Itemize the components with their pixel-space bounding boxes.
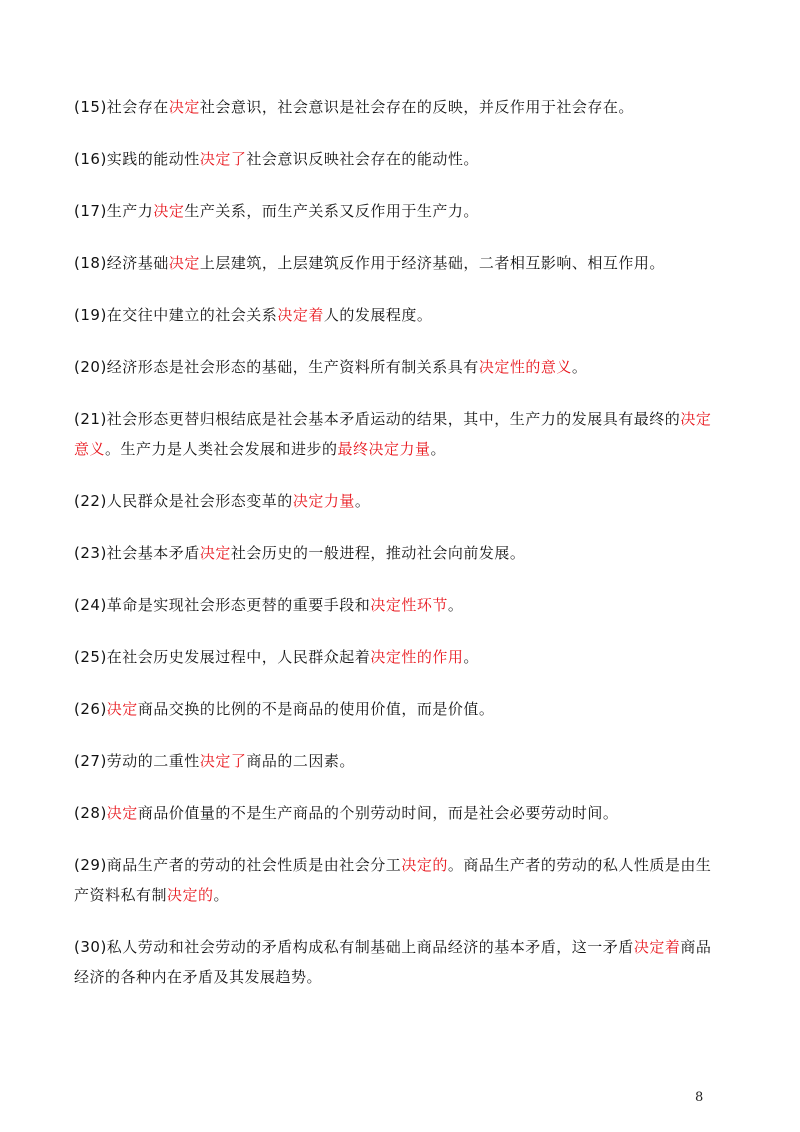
list-item (74, 590, 722, 620)
list-item (74, 642, 722, 672)
list-item (74, 694, 722, 724)
item-number: (24) (74, 596, 107, 614)
item-text: 。 (354, 492, 371, 510)
item-text: 。 (571, 358, 588, 376)
highlighted-term: 决定着 (277, 306, 324, 324)
item-number: (23) (74, 544, 107, 562)
item-text: 。 (447, 596, 464, 614)
item-text: 社会历史的一般进程，推动社会向前发展。 (230, 544, 526, 562)
item-text: 经济形态是社会形态的基础，生产资料所有制关系具有 (106, 358, 479, 376)
highlighted-term: 决定性的作用 (370, 648, 464, 666)
item-text: 。商品生产者的劳动的私人性质是由生产资料私有制 (74, 856, 712, 904)
item-number: (29) (74, 856, 107, 874)
highlighted-term: 决定 (168, 254, 200, 272)
item-text: 劳动的二重性 (106, 752, 200, 770)
item-text: 社会意识反映社会存在的能动性。 (246, 150, 479, 168)
item-text: 商品经济的各种内在矛盾及其发展趋势。 (74, 938, 712, 986)
list-item (74, 248, 722, 278)
list-item (74, 798, 722, 828)
item-text: 在社会历史发展过程中，人民群众起着 (106, 648, 371, 666)
list-item (74, 486, 722, 516)
page-number: 8 (695, 1090, 704, 1105)
item-text: 生产关系，而生产关系又反作用于生产力。 (184, 202, 479, 220)
item-number: (25) (74, 648, 107, 666)
item-number: (19) (74, 306, 107, 324)
item-text: 。生产力是人类社会发展和进步的 (105, 440, 338, 458)
highlighted-term: 决定的 (401, 856, 448, 874)
item-text: 社会存在 (106, 98, 169, 116)
item-text: 生产力 (106, 202, 154, 220)
highlighted-term: 决定 (199, 544, 231, 562)
item-text: 社会基本矛盾 (106, 544, 200, 562)
highlighted-term: 最终决定力量 (337, 440, 431, 458)
item-text: 社会形态更替归根结底是社会基本矛盾运动的结果，其中，生产力的发展具有最终的 (106, 410, 681, 428)
highlighted-term: 决定了 (199, 150, 247, 168)
item-number: (20) (74, 358, 107, 376)
item-number: (16) (74, 150, 107, 168)
list-item (74, 746, 722, 776)
list-item (74, 404, 722, 464)
item-text: 人民群众是社会形态变革的 (106, 492, 293, 510)
item-text: 商品价值量的不是生产商品的个别劳动时间，而是社会必要劳动时间。 (137, 804, 619, 822)
item-text: 社会意识，社会意识是社会存在的反映，并反作用于社会存在。 (199, 98, 634, 116)
highlighted-term: 决定 (106, 804, 138, 822)
list-item (74, 144, 722, 174)
highlighted-term: 决定 (106, 700, 138, 718)
item-number: (21) (74, 410, 107, 428)
item-text: 人的发展程度。 (323, 306, 433, 324)
item-text: 。 (463, 648, 479, 666)
list-item (74, 352, 722, 382)
highlighted-term: 决定性的意义 (478, 358, 572, 376)
item-number: (18) (74, 254, 107, 272)
highlighted-term: 决定的 (167, 886, 214, 904)
list-item (74, 92, 722, 122)
list-item (74, 850, 722, 910)
item-number: (17) (74, 202, 107, 220)
item-text: 。 (213, 886, 230, 904)
item-number: (28) (74, 804, 107, 822)
item-number: (30) (74, 938, 107, 956)
item-number: (27) (74, 752, 107, 770)
list-item (74, 538, 722, 568)
highlighted-term: 决定力量 (292, 492, 355, 510)
document-body (74, 92, 722, 1014)
item-text: 商品交换的比例的不是商品的使用价值，而是价值。 (137, 700, 495, 718)
item-number: (26) (74, 700, 107, 718)
highlighted-term: 决定 (153, 202, 185, 220)
item-text: 上层建筑，上层建筑反作用于经济基础，二者相互影响、相互作用。 (199, 254, 665, 272)
item-text: 经济基础 (106, 254, 169, 272)
item-number: (15) (74, 98, 107, 116)
list-item (74, 932, 722, 992)
highlighted-term: 决定性环节 (370, 596, 448, 614)
highlighted-term: 决定着 (633, 938, 681, 956)
item-text: 私人劳动和社会劳动的矛盾构成私有制基础上商品经济的基本矛盾，这一矛盾 (106, 938, 634, 956)
highlighted-term: 决定了 (199, 752, 247, 770)
item-text: 商品的二因素。 (246, 752, 355, 770)
item-text: 实践的能动性 (106, 150, 200, 168)
item-text: 。 (430, 440, 447, 458)
list-item (74, 300, 722, 330)
highlighted-term: 决定 (168, 98, 200, 116)
item-text: 商品生产者的劳动的社会性质是由社会分工 (106, 856, 402, 874)
highlighted-term: 决定意义 (74, 410, 712, 458)
item-number: (22) (74, 492, 107, 510)
item-text: 在交往中建立的社会关系 (106, 306, 278, 324)
item-text: 革命是实现社会形态更替的重要手段和 (106, 596, 371, 614)
list-item (74, 196, 722, 226)
